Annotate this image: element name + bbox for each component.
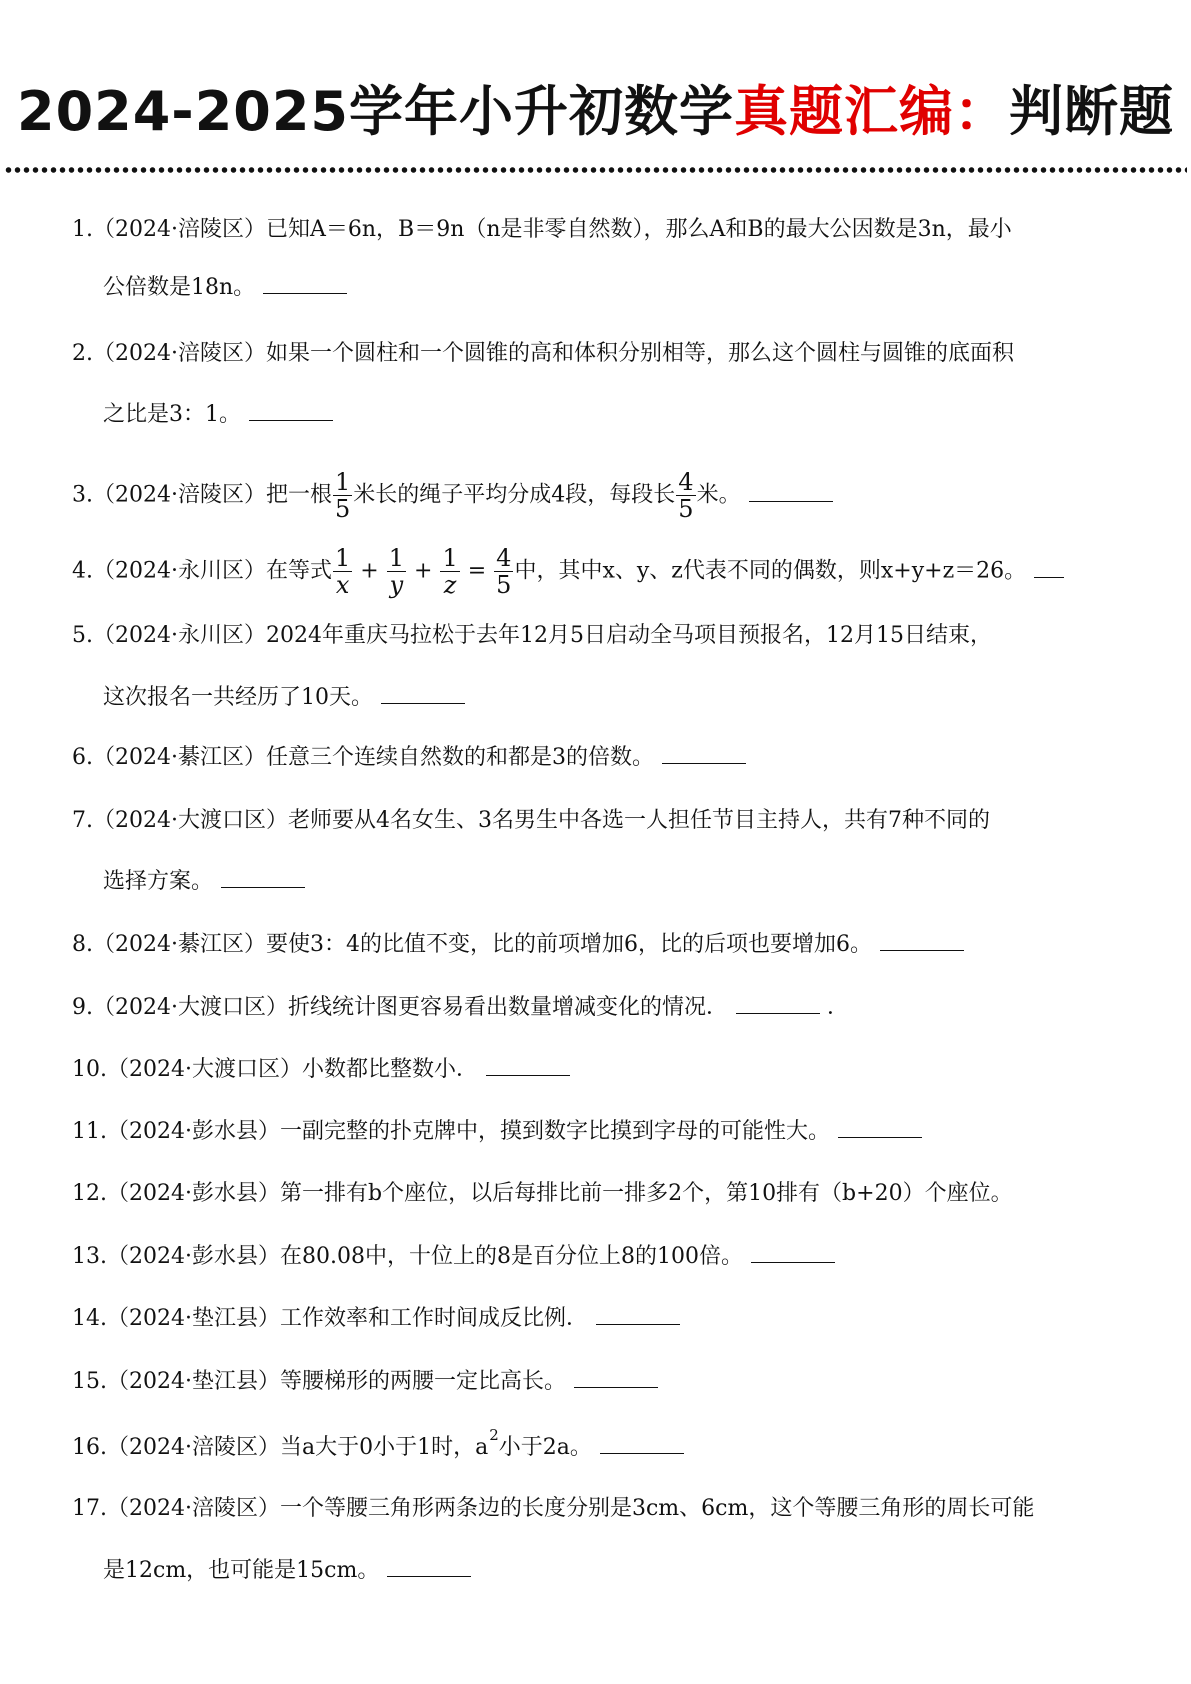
question-text: 老师要从4名女生、3名男生中各选一人担任节目主持人，共有7种不同的 [287,808,990,833]
question-text: 米长的绳子平均分成4段，每段长 [353,482,676,508]
question-text: 小于2a。 [498,1435,592,1460]
question-number: 12. [72,1181,107,1206]
denominator: 5 [335,495,351,523]
question-text: 是12cm，也可能是15cm。 [103,1558,380,1583]
question-5 [72,623,1122,649]
answer-blank[interactable] [838,1119,922,1138]
numerator: 1 [335,544,351,572]
question-text: 当a大于0小于1时，a [279,1435,489,1460]
question-text: ． [827,995,850,1020]
question-12 [72,1181,1122,1207]
fraction [387,545,406,598]
question-7 [72,808,1122,834]
question-text: 已知A＝6n，B＝9n（n是非零自然数），那么A和B的最大公因数是3n，最小 [265,217,1012,242]
numerator: 4 [496,544,512,572]
question-number: 10. [72,1057,107,1082]
answer-blank[interactable] [596,1306,680,1325]
question-text: 在等式 [265,558,332,584]
denominator: z [443,571,457,599]
question-number: 16. [72,1435,107,1460]
question-8 [72,932,1122,958]
answer-blank[interactable] [381,685,465,704]
question-3 [72,469,1122,522]
question-text: 第一排有b个座位，以后每排比前一排多2个，第10排有（b+20）个座位。 [279,1181,1013,1206]
question-17-cont [103,1558,471,1584]
question-7-cont [103,869,305,895]
question-source: （2024·大渡口区） [107,1057,302,1082]
question-text: 要使3：4的比值不变，比的前项增加6，比的后项也要增加6。 [265,932,872,957]
title-part3: 判断题 [1009,80,1174,143]
question-text: 一副完整的扑克牌中，摸到数字比摸到字母的可能性大。 [279,1119,830,1144]
question-number: 17. [72,1496,107,1521]
question-source: （2024·綦江区） [93,745,266,770]
question-source: （2024·綦江区） [93,932,266,957]
question-text: 米。 [696,482,741,508]
question-source: （2024·永川区） [93,623,266,648]
question-number: 4. [72,558,93,584]
title-part1: 2024-2025学年小升初数学 [17,80,734,143]
question-14 [72,1306,1122,1332]
question-number: 15. [72,1369,107,1394]
question-text: 如果一个圆柱和一个圆锥的高和体积分别相等，那么这个圆柱与圆锥的底面积 [265,341,1014,366]
answer-blank[interactable] [662,745,746,764]
question-source: （2024·垫江县） [107,1369,280,1394]
denominator: 5 [678,495,694,523]
question-text: 等腰梯形的两腰一定比高长。 [279,1369,566,1394]
plus-sign: + [360,558,379,584]
question-number: 11. [72,1119,107,1144]
answer-blank[interactable] [574,1369,658,1388]
denominator: y [389,571,404,599]
question-number: 5. [72,623,93,648]
question-source: （2024·彭水县） [107,1244,280,1269]
answer-blank[interactable] [751,1244,835,1263]
question-number: 3. [72,482,93,508]
question-10 [72,1057,1122,1083]
question-source: （2024·涪陵区） [93,482,266,508]
question-5-cont [103,685,465,711]
question-source: （2024·涪陵区） [93,341,266,366]
answer-blank[interactable] [880,932,964,951]
question-number: 6. [72,745,93,770]
question-text: 折线统计图更容易看出数量增减变化的情况． [287,995,728,1020]
question-number: 8. [72,932,93,957]
question-source: （2024·涪陵区） [93,217,266,242]
question-source: （2024·大渡口区） [93,995,288,1020]
question-text: 这次报名一共经历了10天。 [103,685,373,710]
answer-blank[interactable] [387,1558,471,1577]
question-source: （2024·大渡口区） [93,808,288,833]
question-text: 一个等腰三角形两条边的长度分别是3cm、6cm，这个等腰三角形的周长可能 [279,1496,1035,1521]
question-11 [72,1119,1122,1145]
answer-blank[interactable] [736,995,820,1014]
question-source: （2024·涪陵区） [107,1435,280,1460]
question-source: （2024·彭水县） [107,1119,280,1144]
question-9 [72,995,1122,1021]
numerator: 1 [442,544,458,572]
answer-blank[interactable] [263,275,347,294]
question-17 [72,1496,1122,1522]
dotted-divider [4,166,1187,174]
question-text: 工作效率和工作时间成反比例． [279,1306,588,1331]
question-2 [72,341,1122,367]
question-text: 选择方案。 [103,869,214,894]
question-number: 2. [72,341,93,366]
denominator: x [335,571,350,599]
answer-blank[interactable] [749,483,833,502]
question-text: 把一根 [265,482,332,508]
exponent: 2 [489,1426,499,1444]
question-4 [72,545,1122,598]
equals-sign: = [467,558,487,584]
fraction [333,469,352,522]
fraction [440,545,459,598]
question-1 [72,217,1122,243]
fraction [676,469,695,522]
question-text: 之比是3：1。 [103,402,241,427]
question-1-cont [103,275,347,301]
question-text: 任意三个连续自然数的和都是3的倍数。 [265,745,654,770]
answer-blank[interactable] [600,1435,684,1454]
question-text: 中，其中x、y、z代表不同的偶数，则x+y+z＝26。 [514,558,1027,584]
answer-blank[interactable] [249,402,333,421]
answer-blank[interactable] [1034,559,1064,578]
question-16 [72,1426,1122,1462]
question-number: 13. [72,1244,107,1269]
numerator: 4 [678,468,694,496]
question-number: 1. [72,217,93,242]
answer-blank[interactable] [221,869,305,888]
question-source: （2024·彭水县） [107,1181,280,1206]
numerator: 1 [335,468,351,496]
answer-blank[interactable] [486,1057,570,1076]
question-text: 公倍数是18n。 [103,275,256,300]
question-6 [72,745,1122,771]
denominator: 5 [496,571,512,599]
question-2-cont [103,402,333,428]
plus-sign: + [414,558,433,584]
question-source: （2024·垫江县） [107,1306,280,1331]
fraction [333,545,352,598]
question-number: 9. [72,995,93,1020]
question-text: 小数都比整数小． [301,1057,478,1082]
numerator: 1 [388,544,404,572]
fraction [494,545,513,598]
question-15 [72,1369,1122,1395]
question-text: 在80.08中，十位上的8是百分位上8的100倍。 [279,1244,743,1269]
question-13 [72,1244,1122,1270]
question-text: 2024年重庆马拉松于去年12月5日启动全马项目预报名，12月15日结束， [265,623,992,648]
question-source: （2024·涪陵区） [107,1496,280,1521]
question-number: 7. [72,808,93,833]
page-title [0,80,1191,144]
title-part2: 真题汇编： [734,80,1009,143]
question-source: （2024·永川区） [93,558,266,584]
question-number: 14. [72,1306,107,1331]
